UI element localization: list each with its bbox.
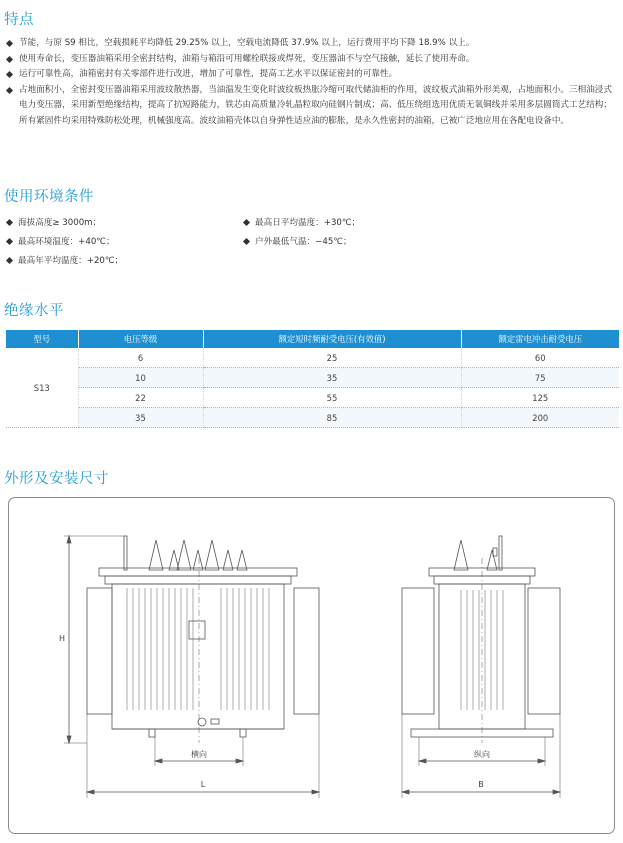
table-cell: 55 — [203, 388, 461, 408]
tank-cover — [99, 568, 297, 576]
hv-bushing — [205, 540, 219, 570]
vent-pipe — [124, 536, 127, 570]
drain-valve — [198, 718, 206, 726]
hv-bushing — [177, 540, 191, 570]
right-radiator — [294, 588, 319, 714]
left-radiator — [87, 588, 112, 714]
label-H: H — [59, 634, 66, 643]
transformer-drawing — [9, 498, 616, 835]
features-title: 特点 — [4, 12, 34, 28]
table-cell: 85 — [203, 408, 461, 428]
insulation-table — [6, 330, 619, 428]
environment-title: 使用环境条件 — [4, 189, 94, 205]
table-row — [6, 348, 619, 368]
lv-bushing — [237, 550, 247, 570]
tank-body — [112, 584, 284, 729]
column-header: 电压等级 — [78, 330, 203, 348]
feature-item: 占地面积小，全密封变压器油箱采用波纹散热器，当油温发生变化时波纹板热胀冷缩可取代储油柜的作用，波纹板式油箱外形美观，占地面积小。三相油浸式电力变压器，采用新型绝缘结构，提高了抗短路能力，铁芯由高质量冷轧晶粒取向硅钢片制成；高、低压绕组选用优质无氧铜线并采用多层圆筒式工艺结构；所有紧固件均采用特殊防松处理，机械强度高。波纹油箱壳体以自身弹性适应油的膨胀，是永久性密封的油箱，已被广泛地应用在各配电设备中。 — [6, 83, 618, 130]
corrugated-fins — [127, 588, 269, 710]
env-item: 最高日平均温度：+30℃； — [243, 216, 360, 228]
side-vent-pipe — [499, 536, 502, 570]
column-header: 额定短时频耐受电压(有效值) — [203, 330, 461, 348]
dimension-drawing-frame — [8, 497, 615, 834]
env-item: 最高环境温度：+40℃； — [6, 235, 115, 247]
env-item: 户外最低气温：−45℃； — [243, 235, 352, 247]
hv-bushing — [149, 540, 163, 570]
env-item: 最高年平均温度：+20℃； — [6, 254, 123, 266]
table-cell: 200 — [461, 408, 619, 428]
side-radiator — [402, 588, 434, 714]
insulation-title: 绝缘水平 — [4, 303, 64, 319]
column-header: 型号 — [6, 330, 78, 348]
side-radiator — [528, 588, 560, 714]
side-bushing — [487, 550, 497, 570]
feature-item: 使用寿命长，变压器油箱采用全密封结构，油箱与箱沿可用螺栓联接或焊死，变压器油不与空气接触，延长了使用寿命。 — [6, 52, 618, 68]
wheel — [240, 729, 246, 737]
table-row — [6, 388, 619, 408]
dimensions-title: 外形及安装尺寸 — [4, 471, 109, 487]
table-cell: 60 — [461, 348, 619, 368]
features-list — [6, 36, 618, 129]
label-heng: 横向 — [191, 750, 207, 759]
label-B: B — [478, 780, 484, 789]
model-cell: S13 — [6, 348, 78, 428]
nameplate — [189, 621, 205, 639]
table-cell: 35 — [203, 368, 461, 388]
table-row — [6, 408, 619, 428]
label-zong: 纵向 — [474, 750, 490, 759]
wheel — [149, 729, 155, 737]
table-cell: 25 — [203, 348, 461, 368]
lv-bushing — [223, 550, 233, 570]
lv-bushing — [193, 550, 203, 570]
table-cell: 22 — [78, 388, 203, 408]
table-cell: 125 — [461, 388, 619, 408]
table-cell: 10 — [78, 368, 203, 388]
feature-item: 节能，与原 S9 相比，空载损耗平均降低 29.25% 以上，空载电流降低 37.9% 以上，运行费用平均下降 18.9% 以上。 — [6, 36, 618, 52]
table-cell: 6 — [78, 348, 203, 368]
table-cell: 75 — [461, 368, 619, 388]
side-bushing — [454, 540, 468, 570]
table-row — [6, 368, 619, 388]
table-cell: 35 — [78, 408, 203, 428]
feature-item: 运行可靠性高，油箱密封有关零部件进行改进，增加了可靠性，提高工艺水平以保证密封的可靠性。 — [6, 67, 618, 83]
env-item: 海拔高度≥ 3000m； — [6, 216, 101, 228]
label-L: L — [200, 780, 206, 789]
side-tank — [439, 584, 525, 729]
column-header: 额定雷电冲击耐受电压 — [461, 330, 619, 348]
table-header-row — [6, 330, 619, 348]
